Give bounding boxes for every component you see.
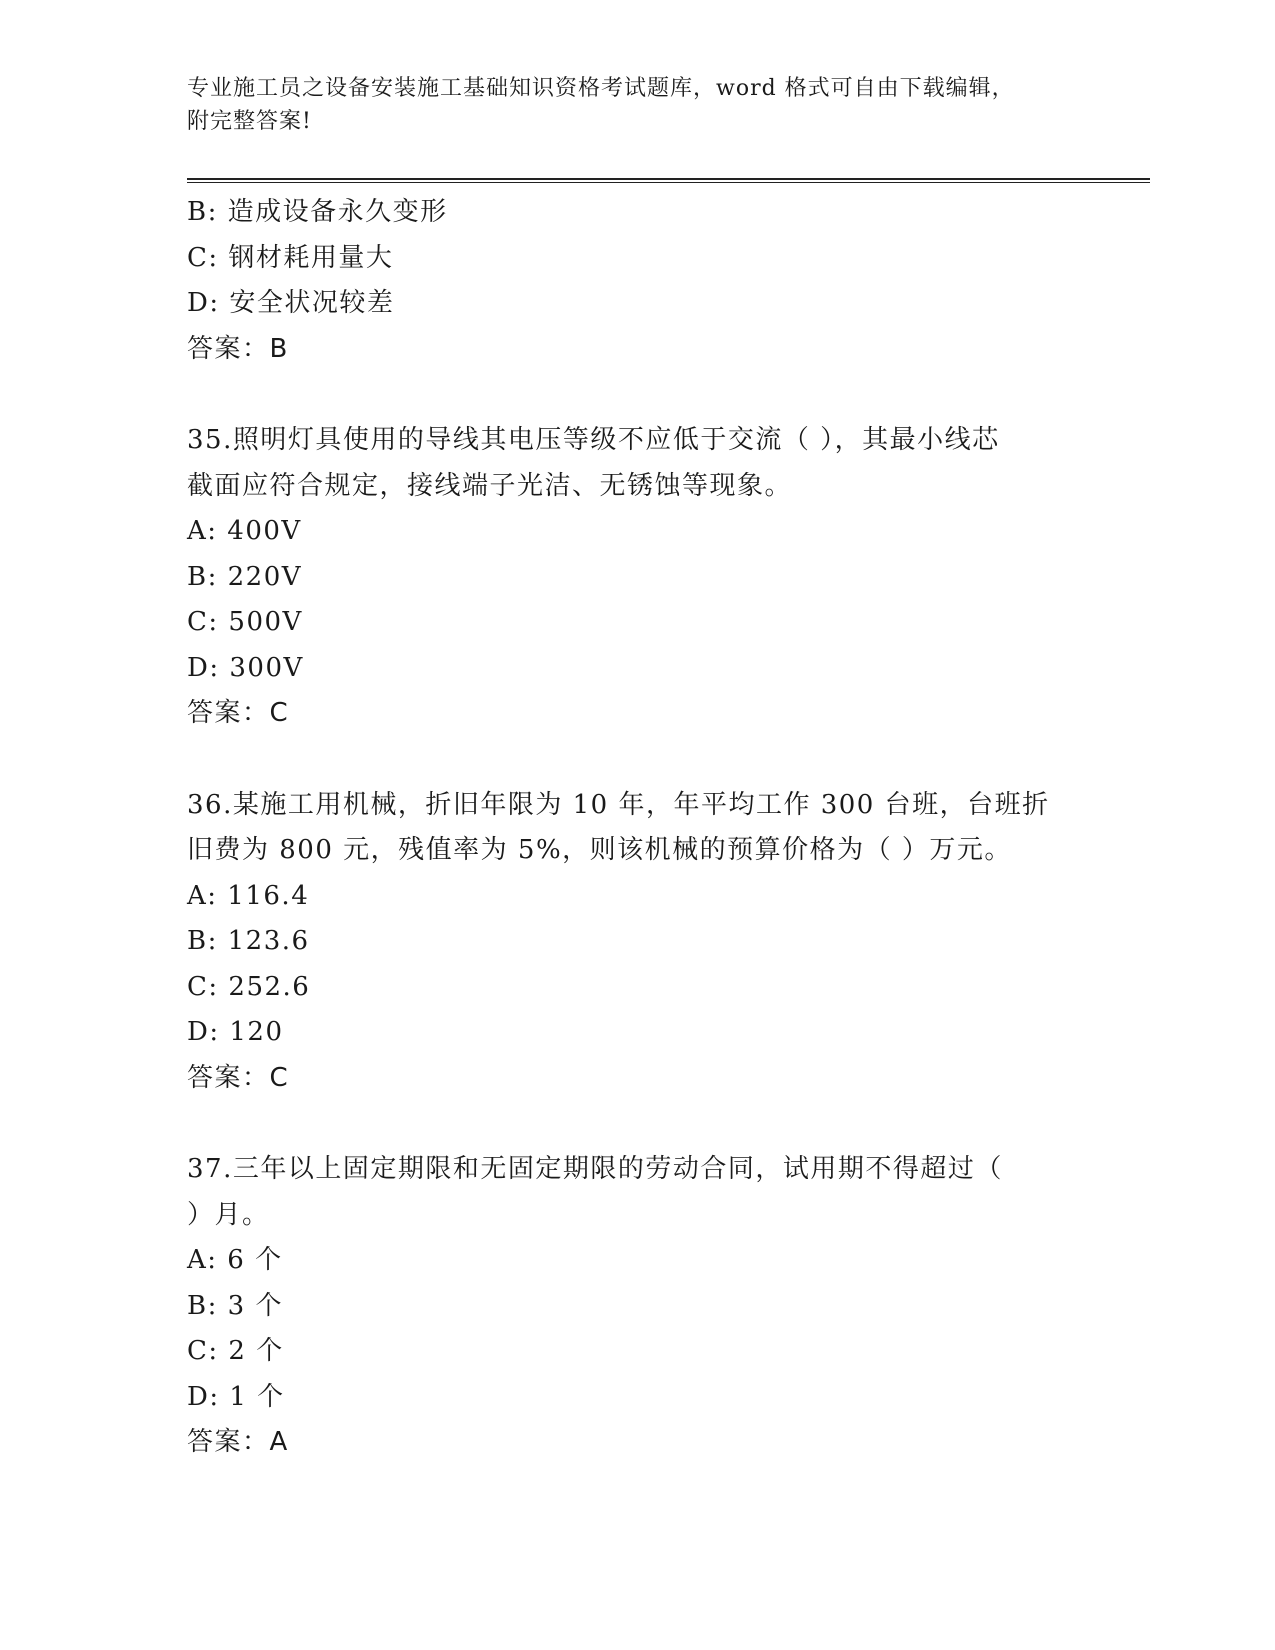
option-d: D: 安全状况较差 xyxy=(187,288,395,318)
spacer xyxy=(187,737,1067,783)
answer: 答案：C xyxy=(187,1062,290,1093)
header-line-2: 附完整答案! xyxy=(187,109,312,134)
option-b: B: 123.6 xyxy=(187,926,310,956)
option-a: A: 6 个 xyxy=(187,1245,283,1275)
question-37 xyxy=(187,1147,1067,1466)
option-d: D: 1 个 xyxy=(187,1381,285,1412)
document-header xyxy=(187,72,1067,138)
question-text-line-2: 旧费为 800 元，残值率为 5%，则该机械的预算价格为（ ）万元。 xyxy=(187,835,1012,865)
option-c: C: 500V xyxy=(187,607,303,637)
spacer xyxy=(187,372,1067,418)
answer: 答案：C xyxy=(187,698,290,728)
option-c: C: 2 个 xyxy=(187,1336,284,1366)
question-35 xyxy=(187,418,1067,737)
answer: 答案：A xyxy=(187,1427,289,1457)
question-list xyxy=(187,190,1067,1466)
question-text-line-1: 37.三年以上固定期限和无固定期限的劳动合同，试用期不得超过（ xyxy=(187,1154,1003,1184)
option-d: D: 120 xyxy=(187,1017,284,1047)
question-prev xyxy=(187,190,1067,372)
header-line-1: 专业施工员之设备安装施工基础知识资格考试题库，word 格式可自由下载编辑， xyxy=(187,76,1015,101)
option-b: B: 3 个 xyxy=(187,1290,283,1321)
question-text-line-2: 截面应符合规定，接线端子光洁、无锈蚀等现象。 xyxy=(187,470,793,501)
option-a: A: 400V xyxy=(187,516,302,546)
option-c: C: 252.6 xyxy=(187,971,311,1002)
question-text-line-2: ）月。 xyxy=(187,1199,270,1230)
header-divider xyxy=(187,178,1150,183)
question-text-line-1: 35.照明灯具使用的导线其电压等级不应低于交流（ ），其最小线芯 xyxy=(187,425,1000,455)
question-36 xyxy=(187,783,1067,1102)
option-d: D: 300V xyxy=(187,652,304,683)
option-a: A: 116.4 xyxy=(187,880,310,911)
option-c: C: 钢材耗用量大 xyxy=(187,242,394,273)
spacer xyxy=(187,1101,1067,1147)
answer: 答案：B xyxy=(187,333,289,364)
option-b: B: 220V xyxy=(187,561,303,592)
question-text-line-1: 36.某施工用机械，折旧年限为 10 年，年平均工作 300 台班，台班折 xyxy=(187,789,1050,820)
option-b: B: 造成设备永久变形 xyxy=(187,197,448,227)
